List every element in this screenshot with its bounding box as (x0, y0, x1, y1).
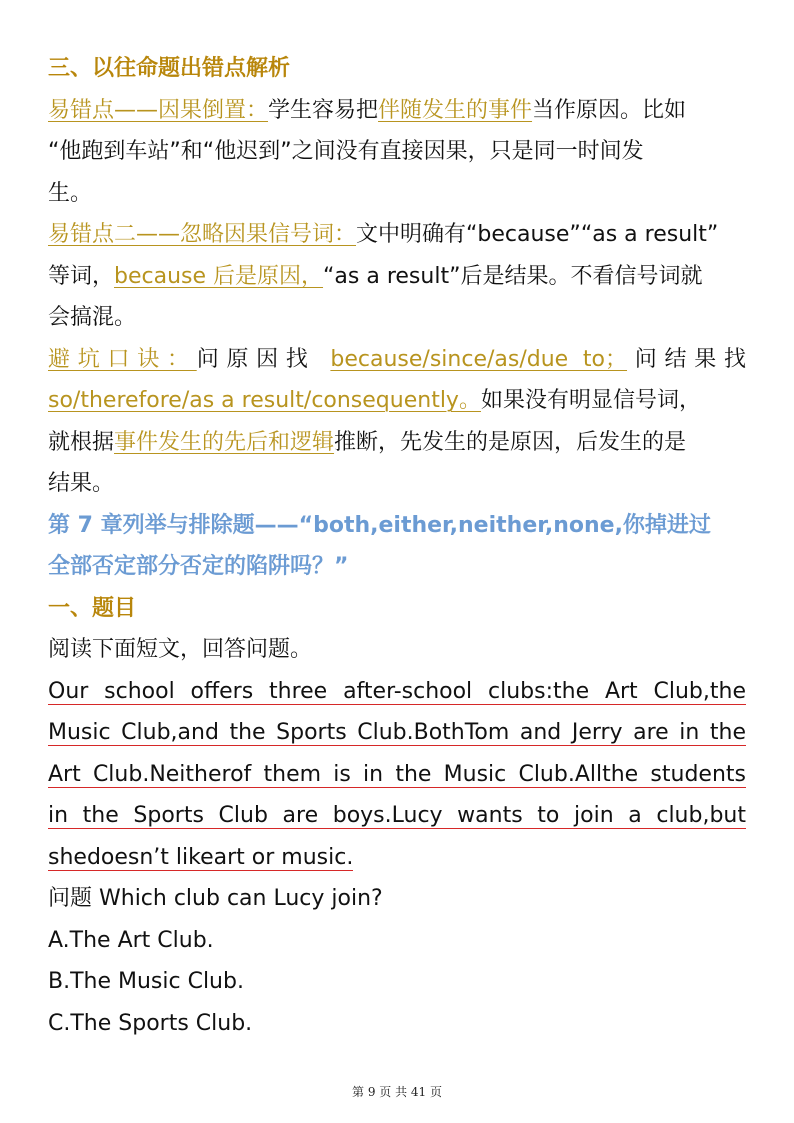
option-a: A.The Art Club. (48, 927, 214, 953)
tip-line-2 (48, 380, 746, 422)
tip-highlight-c: 事件发生的先后和逻辑 (114, 429, 335, 455)
tip-highlight-a: because/since/as/due to； (330, 346, 628, 372)
passage-line (48, 671, 746, 713)
passage-line (48, 837, 746, 879)
tip-text-b: 问结果找 (627, 346, 746, 372)
option-c: C.The Sports Club. (48, 1010, 253, 1036)
tip-line-4: 结果。 (48, 471, 115, 496)
error-point-2-line-1 (48, 214, 746, 256)
tip-highlight-b: so/therefore/as a result/consequently。 (48, 388, 481, 413)
tip-line-1 (48, 339, 746, 381)
section-title: 三、以往命题出错点解析 (48, 56, 291, 81)
page-footer: 第 9 页 共 41 页 (352, 1085, 442, 1099)
error-point-1-text-b: 当作原因。比如 (532, 97, 687, 123)
chapter-title-line-2: 全部否定部分否定的陷阱吗？” (48, 554, 349, 579)
error-point-1-label: 易错点——因果倒置： (48, 97, 269, 123)
error-point-1-text-a: 学生容易把 (268, 97, 379, 123)
error-point-2-text-a: 文中明确有“because”“as a result” (356, 222, 719, 247)
error-point-2-label: 易错点二——忽略因果信号词： (48, 222, 357, 247)
error-point-2-line-3: 会搞混。 (48, 305, 137, 330)
passage-line-text: shedoesn’t likeart or music. (48, 844, 354, 870)
subsection-title: 一、题目 (48, 595, 137, 621)
question: 问题 Which club can Lucy join? (48, 886, 383, 911)
passage-line (48, 754, 746, 796)
passage-line-text: in the Sports Club are boys.Lucy wants to join a club,but (48, 803, 746, 828)
error-point-1-line-3: 生。 (48, 180, 93, 206)
error-point-2-line-2-b: “as a result”后是结果。不看信号词就 (323, 263, 703, 289)
chapter-title-line-1: 第 7 章列举与排除题——“both,either,neither,none,你掉进过 (48, 512, 711, 538)
error-point-2-highlight: because 后是原因， (114, 263, 324, 289)
error-point-2-line-2 (48, 256, 746, 298)
instruction: 阅读下面短文，回答问题。 (48, 637, 313, 662)
document-page (48, 48, 746, 1044)
tip-label: 避坑口诀： (48, 346, 197, 372)
passage-line-text: Our school offers three after-school clubs:the Art Club,the (48, 678, 746, 704)
tip-line-3-a: 就根据 (48, 429, 115, 455)
passage-line-text: Music Club,and the Sports Club.BothTom and Jerry are in the (48, 720, 746, 745)
passage-line (48, 712, 746, 754)
tip-text-a: 问原因找 (196, 346, 316, 372)
tip-line-3-b: 推断，先发生的是原因，后发生的是 (334, 429, 687, 455)
tip-text-c: 如果没有明显信号词， (480, 388, 701, 413)
error-point-2-line-2-a: 等词， (48, 263, 115, 289)
error-point-1-line-1 (48, 90, 746, 132)
tip-line-3 (48, 422, 746, 464)
passage-line-text: Art Club.Neitherof them is in the Music Club.Allthe students (48, 761, 746, 787)
option-b: B.The Music Club. (48, 969, 244, 994)
passage-line (48, 795, 746, 837)
error-point-1-highlight: 伴随发生的事件 (378, 97, 533, 123)
error-point-1-line-2: “他跑到车站”和“他迟到”之间没有直接因果，只是同一时间发 (48, 139, 644, 164)
